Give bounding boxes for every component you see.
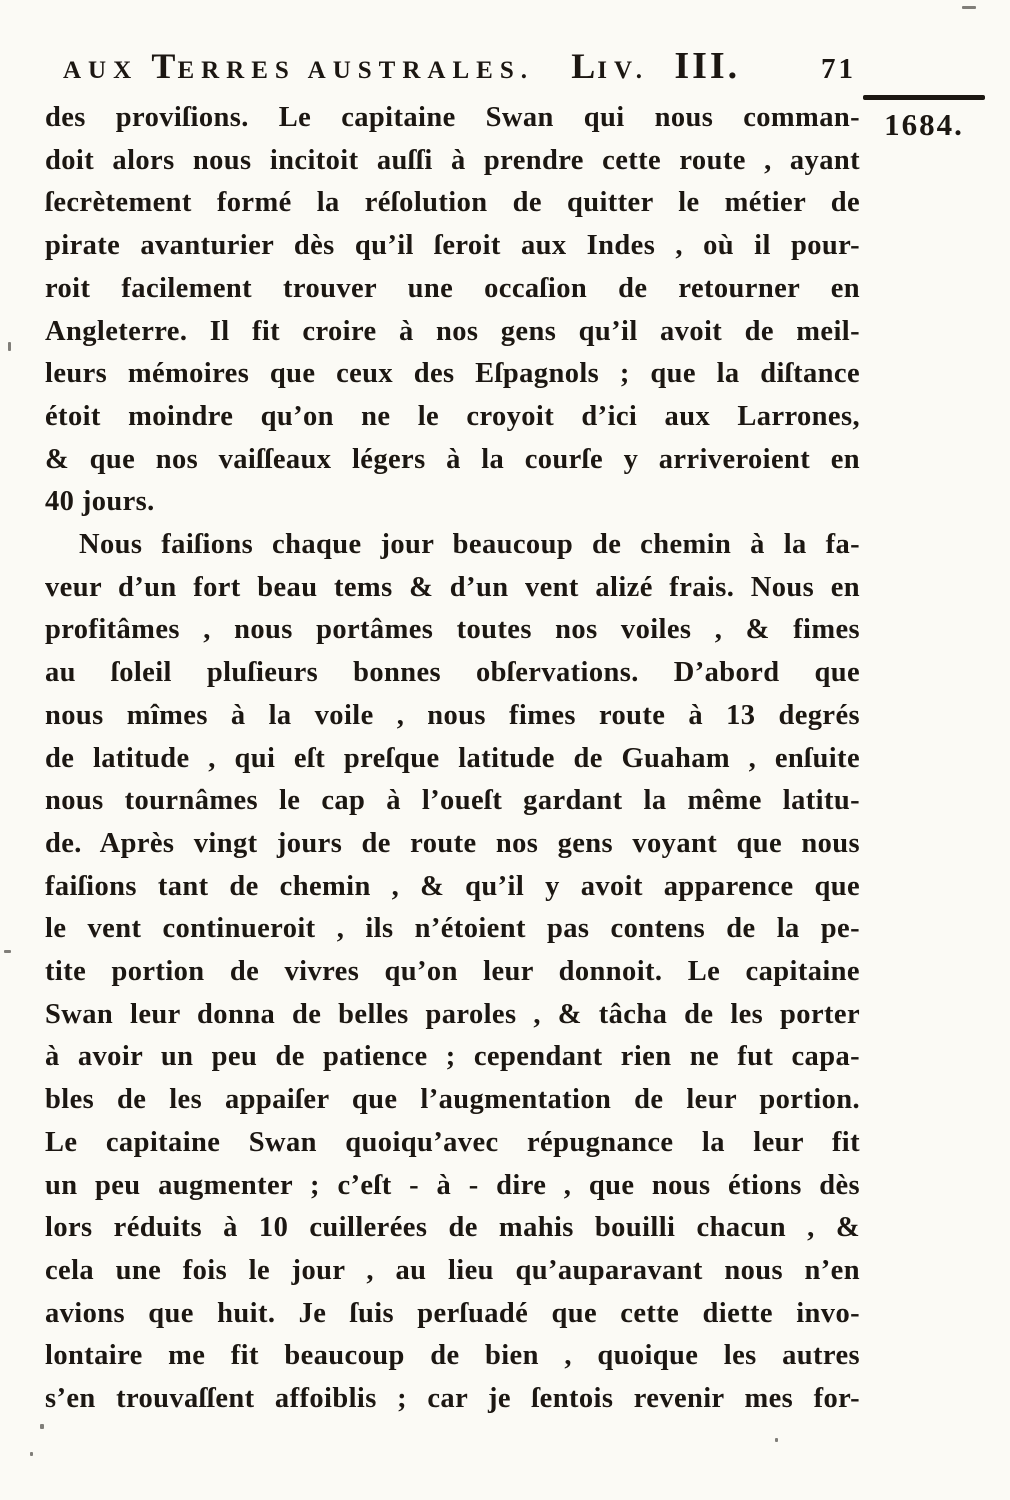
running-title-segment: T xyxy=(151,46,178,86)
running-title-segment: AUX xyxy=(63,57,152,84)
body-text xyxy=(45,97,860,1421)
scan-speck xyxy=(30,1452,33,1456)
text-line: étoit moindre qu’on ne le croyoit d’ici aux Larrones, xyxy=(45,400,860,432)
text-line: veur d’un fort beau tems & d’un vent alizé frais. Nous en xyxy=(45,571,860,603)
text-line: à avoir un peu de patience ; cependant rien ne fut capa- xyxy=(45,1041,860,1073)
scan-speck xyxy=(962,6,976,9)
text-line: lors réduits à 10 cuillerées de mahis bouilli chacun , & xyxy=(45,1212,860,1244)
text-line: ſecrètement formé la réſolution de quitter le métier de xyxy=(45,187,860,219)
text-line: lontaire me fit beaucoup de bien , quoique les autres xyxy=(45,1340,860,1372)
text-line: Nous faiſions chaque jour beaucoup de chemin à la fa- xyxy=(79,529,860,561)
text-line: leurs mémoires que ceux des Eſpagnols ; que la diſtance xyxy=(45,358,860,390)
margin-year-note xyxy=(860,95,988,143)
running-title-segment: III. xyxy=(674,45,741,87)
text-line: nous mîmes à la voile , nous fimes route à 13 degrés xyxy=(45,699,860,731)
text-line: doit alors nous incitoit auſſi à prendre cette route , ayant xyxy=(45,144,860,176)
text-line: des proviſions. Le capitaine Swan qui nous comman- xyxy=(45,102,860,133)
text-line: 40 jours. xyxy=(45,486,155,518)
text-line: avions que huit. Je ſuis perſuadé que cette diette invo- xyxy=(45,1297,860,1329)
scan-speck xyxy=(40,1424,44,1429)
text-line: roit facilement trouver une occaſion de retourner en xyxy=(45,272,860,304)
text-line: de latitude , qui eſt preſque latitude de Guaham , enſuite xyxy=(45,742,860,774)
year-rule xyxy=(863,95,985,100)
text-line: au ſoleil pluſieurs bonnes obſervations. D’abord que xyxy=(45,657,860,689)
text-line: pirate avanturier dès qu’il ſeroit aux Indes , où il pour- xyxy=(45,230,860,262)
running-title-segment: IV. xyxy=(597,57,663,84)
scan-speck xyxy=(775,1438,778,1442)
running-title xyxy=(63,44,740,88)
running-title-segment: L xyxy=(571,46,598,86)
text-line: faiſions tant de chemin , & qu’il y avoit apparence que xyxy=(45,870,860,902)
scan-speck xyxy=(8,342,11,351)
running-title-segment: ERRES xyxy=(177,57,308,84)
text-line: de. Après vingt jours de route nos gens voyant que nous xyxy=(45,827,860,859)
text-line: bles de les appaiſer que l’augmentation de leur portion. xyxy=(45,1084,860,1116)
text-line: cela une fois le jour , au lieu qu’auparavant nous n’en xyxy=(45,1254,860,1286)
page-number: 71 xyxy=(821,53,856,85)
page-header xyxy=(45,44,860,88)
text-line: un peu augmenter ; c’eſt - à - dire , que nous étions dès xyxy=(45,1169,860,1201)
text-line: & que nos vaiſſeaux légers à la courſe y arriveroient en xyxy=(45,443,860,475)
text-line: s’en trouvaſſent affoiblis ; car je ſentois revenir mes for- xyxy=(45,1383,860,1415)
text-line: Swan leur donna de belles paroles , & tâcha de les porter xyxy=(45,998,860,1030)
text-line: le vent continueroit , ils n’étoient pas contens de la pe- xyxy=(45,913,860,945)
year-label: 1684. xyxy=(884,107,964,142)
text-line: tite portion de vivres qu’on leur donnoit. Le capitaine xyxy=(45,956,860,988)
scan-speck xyxy=(4,950,11,953)
running-title-segment: AUSTRALES. xyxy=(307,57,548,84)
text-line: profitâmes , nous portâmes toutes nos voiles , & fimes xyxy=(45,614,860,646)
text-line: Angleterre. Il fit croire à nos gens qu’il avoit de meil- xyxy=(45,315,860,347)
text-line: nous tournâmes le cap à l’oueſt gardant la même latitu- xyxy=(45,785,860,817)
text-line: Le capitaine Swan quoiqu’avec répugnance la leur fit xyxy=(45,1126,860,1158)
